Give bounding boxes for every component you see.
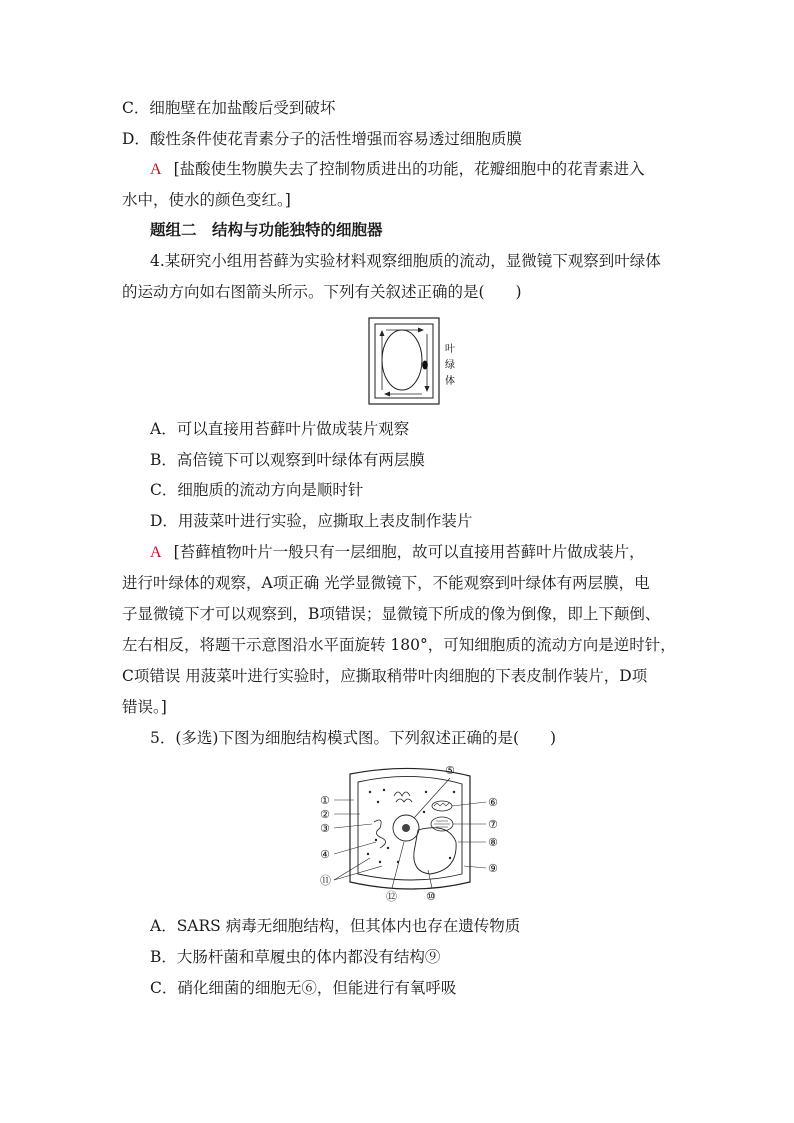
explanation-line-2: 进行叶绿体的观察，A项正确 光学显微镜下，不能观察到叶绿体有两层膜，电 [122, 574, 650, 592]
option-b-q4: B．高倍镜下可以观察到叶绿体有两层膜 [150, 451, 425, 469]
vacuole [414, 828, 456, 874]
cell-structure-diagram [318, 762, 510, 902]
label-8: ⑧ [488, 836, 498, 849]
explanation-continuation: 水中，使水的颜色变红。] [122, 191, 291, 209]
label-1: ① [320, 794, 330, 807]
option-c-q5: C．硝化细菌的细胞无⑥，但能进行有氧呼吸 [150, 979, 457, 997]
nucleolus [402, 824, 410, 832]
question-4-stem: 4.某研究小组用苔藓为实验材料观察细胞质的流动，显微镜下观察到叶绿体 [150, 252, 661, 270]
golgi [394, 792, 412, 802]
option-a-q4: A．可以直接用苔藓叶片做成装片观察 [150, 420, 410, 438]
section-heading: 题组二 结构与功能独特的细胞器 [150, 220, 383, 239]
label-12: ⑫ [386, 890, 397, 902]
label-11: ⑪ [320, 874, 331, 887]
vacuole [382, 330, 422, 390]
explanation-line-5: C项错误 用菠菜叶进行实验时，应撕取稍带叶肉细胞的下表皮制作装片，D项 [122, 667, 648, 685]
option-b-q5: B．大肠杆菌和草履虫的体内都没有结构⑨ [150, 948, 441, 966]
answer-explanation-2 [150, 541, 645, 564]
answer-letter: A [150, 544, 162, 561]
figure-label-char-3: 体 [445, 376, 455, 387]
figure-label-char-2: 绿 [445, 360, 455, 371]
cell-wall [350, 768, 470, 889]
answer-letter: A [150, 161, 162, 178]
explanation-line-6: 错误。] [122, 698, 167, 716]
label-10: ⑩ [426, 890, 436, 902]
endoplasmic-reticulum [374, 820, 386, 848]
option-c-q4: C．细胞质的流动方向是顺时针 [150, 481, 364, 499]
explanation-line-3: 子显微镜下才可以观察到，B项错误；显微镜下所成的像为倒像，即上下颠倒、 [122, 605, 661, 623]
cell-membrane [358, 776, 462, 880]
explanation-text: [盐酸使生物膜失去了控制物质进出的功能，花瓣细胞中的花青素进入 [173, 160, 645, 178]
chloroplast-dot [422, 361, 428, 370]
label-6: ⑥ [488, 796, 498, 809]
option-d-line: D．酸性条件使花青素分子的活性增强而容易透过细胞质膜 [122, 130, 522, 148]
cell-wall-outer [369, 318, 439, 404]
label-5: ⑤ [445, 764, 455, 777]
label-3: ③ [320, 822, 330, 835]
option-d-q4: D．用菠菜叶进行实验，应撕取上表皮制作装片 [150, 512, 473, 530]
label-7: ⑦ [488, 818, 498, 831]
question-4-stem-cont: 的运动方向如右图箭头所示。下列有关叙述正确的是( ) [122, 283, 522, 301]
answer-explanation-1 [150, 158, 645, 181]
chloroplast-flow-diagram [360, 312, 470, 410]
mitochondrion [432, 801, 452, 811]
figure-label-char-1: 叶 [445, 344, 455, 355]
explanation-text: [苔藓植物叶片一般只有一层细胞，故可以直接用苔藓叶片做成装片， [173, 543, 645, 561]
label-2: ② [320, 808, 330, 821]
question-5-stem: 5．(多选)下图为细胞结构模式图。下列叙述正确的是( ) [150, 729, 557, 747]
label-9: ⑨ [488, 862, 498, 875]
label-4: ④ [320, 848, 330, 861]
explanation-line-4: 左右相反，将题干示意图沿水平面旋转 180°，可知细胞质的流动方向是逆时针， [122, 636, 676, 654]
option-c-line: C．细胞壁在加盐酸后受到破坏 [122, 99, 336, 117]
option-a-q5: A．SARS 病毒无细胞结构，但其体内也存在遗传物质 [150, 917, 521, 935]
